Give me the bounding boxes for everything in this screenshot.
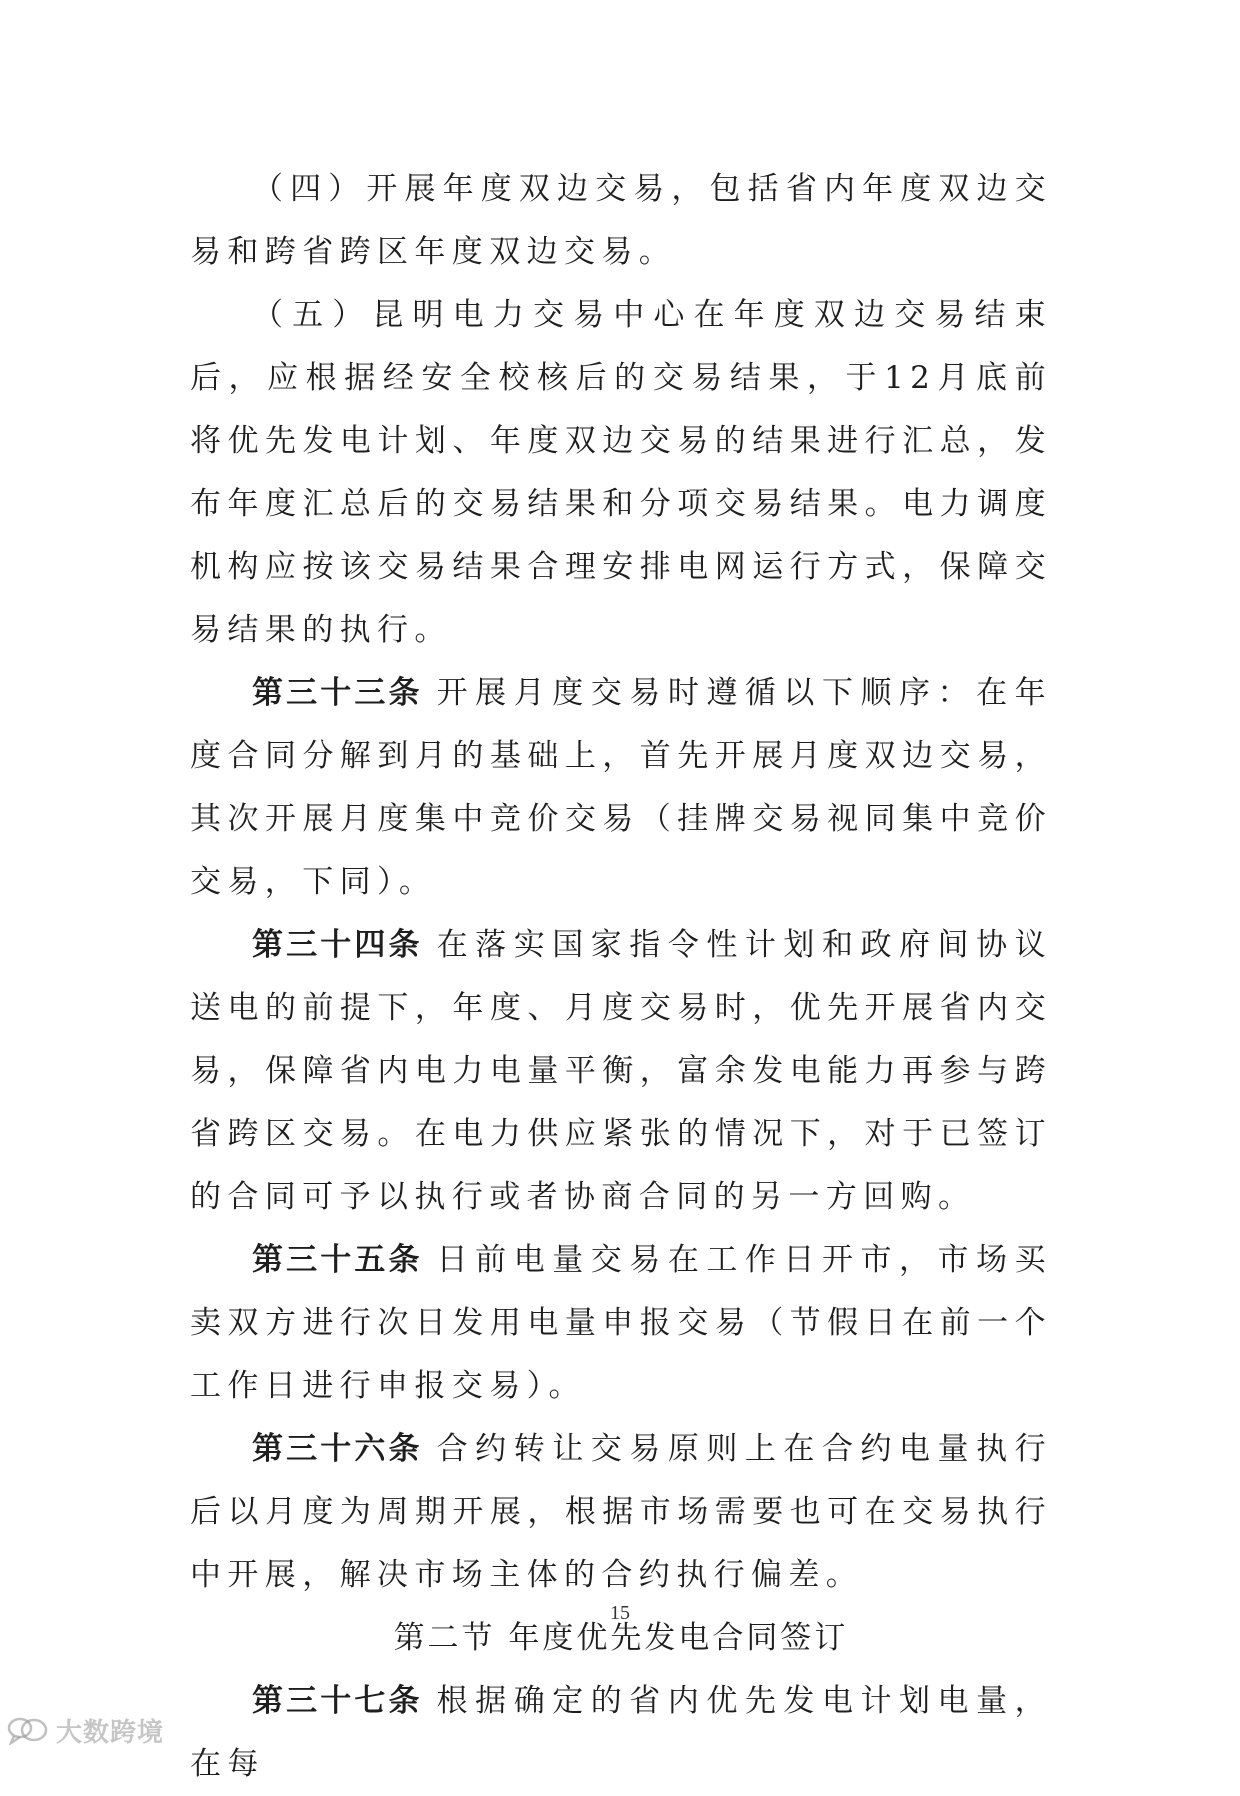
speech-bubble-logo-icon: [6, 1715, 50, 1745]
watermark: [6, 1712, 164, 1748]
paragraph-1-text: （四）开展年度双边交易，包括省内年度双边交易和跨省跨区年度双边交易。: [190, 171, 1052, 270]
article-text: 在落实国家指令性计划和政府间协议送电的前提下，年度、月度交易时，优先开展省内交易，保障省内电力电量平衡，富余发电能力再参与跨省跨区交易。在电力供应紧张的情况下，对于已签订的合同可予以执行或者协商合同的另一方回购。: [190, 927, 1052, 1215]
section-heading: 第二节 年度优先发电合同签订: [393, 1620, 849, 1656]
paragraph-2-text: （五）昆明电力交易中心在年度双边交易结束后，应根据经安全校核后的交易结果，于12月底前将优先发电计划、年度双边交易的结果进行汇总，发布年度汇总后的交易结果和分项交易结果。电力调度机构应按该交易结果合理安排电网运行方式，保障交易结果的执行。: [190, 297, 1052, 648]
document-body: [190, 158, 1052, 1796]
watermark-text: 大数跨境: [56, 1717, 165, 1748]
article-text: 开展月度交易时遵循以下顺序：在年度合同分解到月的基础上，首先开展月度双边交易，其次开展月度集中竞价交易（挂牌交易视同集中竞价交易，下同）。: [190, 675, 1052, 900]
article-number: 第三十六条: [252, 1431, 423, 1467]
article-number: 第三十四条: [252, 927, 423, 963]
article-35: [190, 1229, 1052, 1418]
article-37: [190, 1670, 1052, 1796]
article-text: 根据确定的省内优先发电计划电量，在每: [190, 1683, 1052, 1782]
article-text: 日前电量交易在工作日开市，市场买卖双方进行次日发用电量申报交易（节假日在前一个工作日进行申报交易）。: [190, 1242, 1052, 1404]
article-36: [190, 1418, 1052, 1607]
article-number: 第三十三条: [252, 675, 423, 711]
article-number: 第三十五条: [252, 1242, 423, 1278]
article-number: 第三十七条: [252, 1683, 423, 1719]
page-number: 15: [610, 1602, 630, 1624]
paragraph-1: [190, 158, 1052, 284]
article-34: [190, 914, 1052, 1229]
article-text: 合约转让交易原则上在合约电量执行后以月度为周期开展，根据市场需要也可在交易执行中开展，解决市场主体的合约执行偏差。: [190, 1431, 1052, 1593]
article-33: [190, 662, 1052, 914]
paragraph-2: [190, 284, 1052, 662]
